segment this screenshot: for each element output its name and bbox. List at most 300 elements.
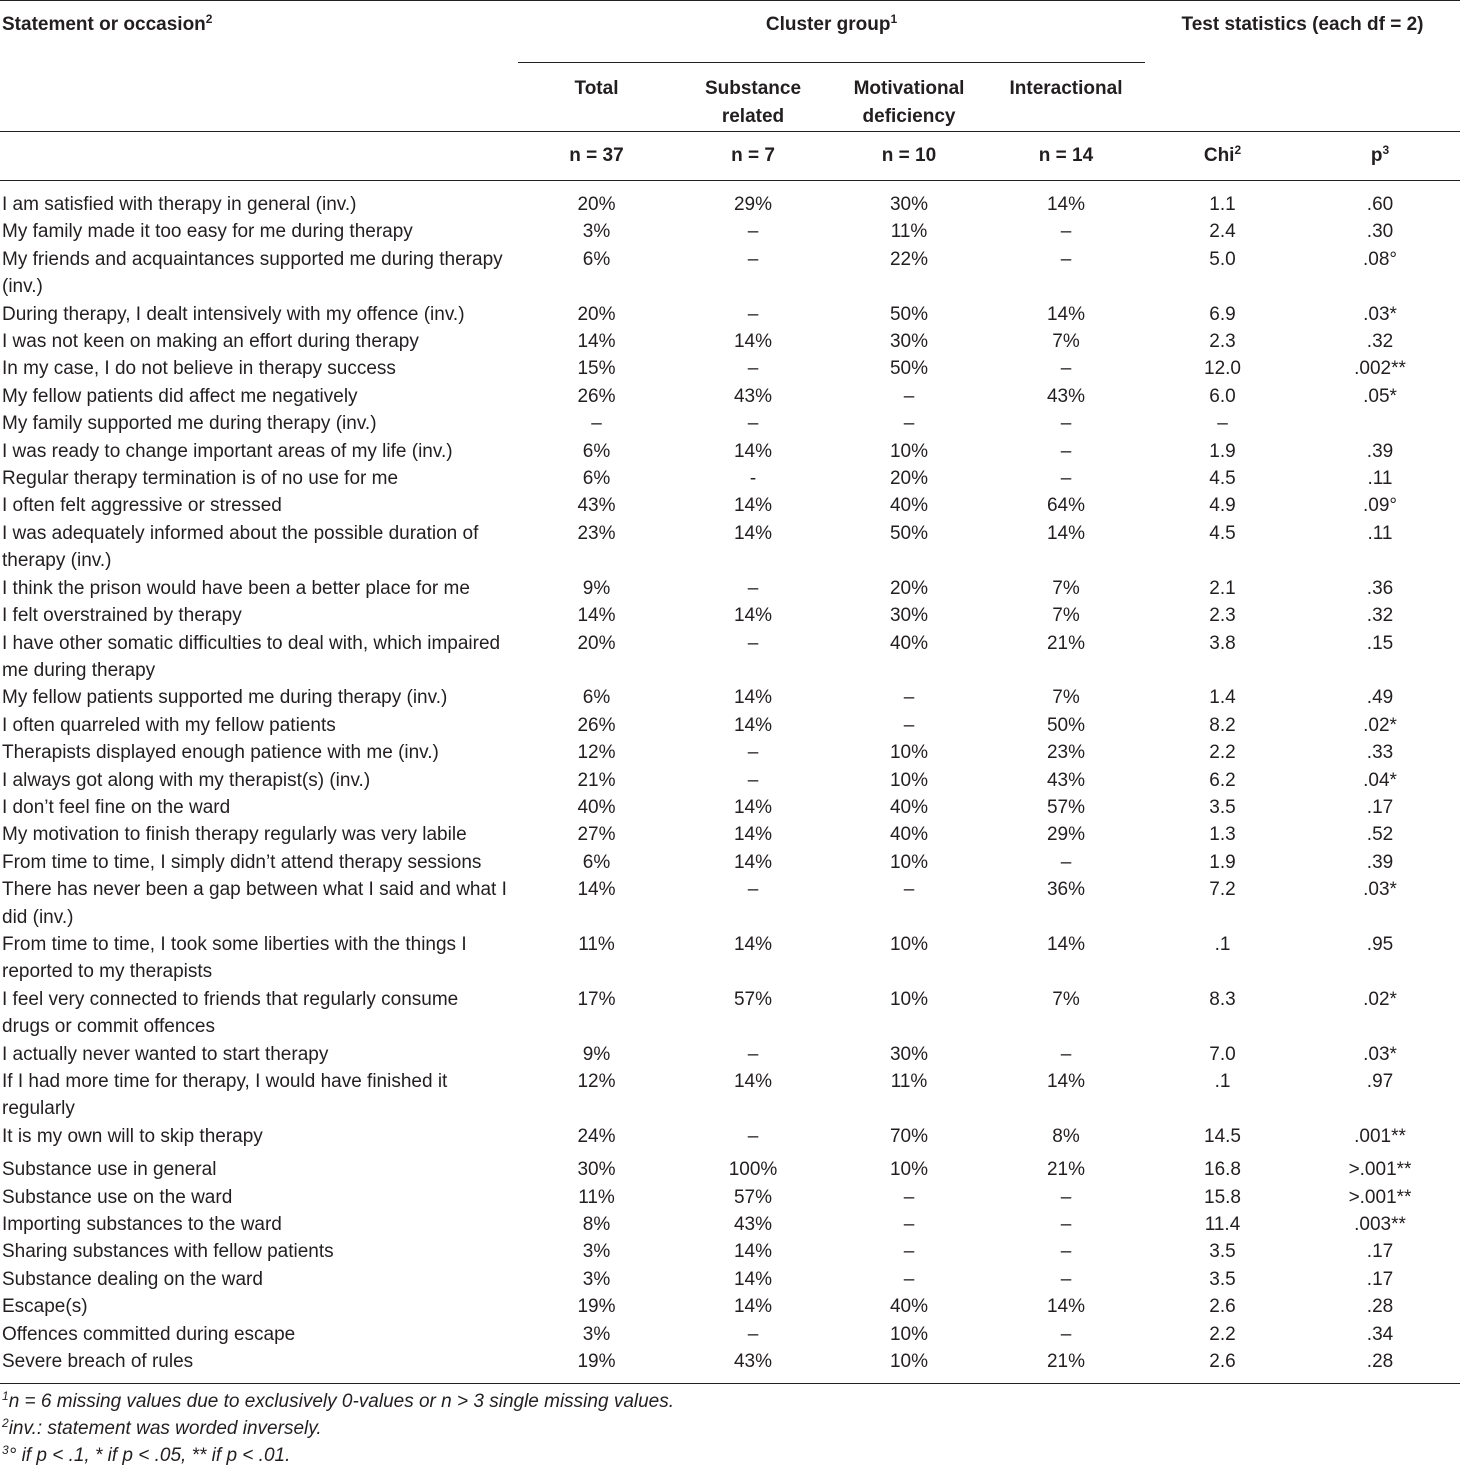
value-motivational-deficiency: 50% [889,358,929,380]
value-interactional: 29% [1046,824,1086,846]
value-chi-square: 2.1 [1209,577,1236,599]
value-p: .34 [1366,1323,1394,1345]
table-row [0,1321,1460,1348]
value-motivational-deficiency: 10% [889,1159,929,1181]
value-p: .32 [1366,331,1394,353]
value-p: .04* [1363,769,1397,791]
value-interactional: 7% [1052,988,1080,1010]
statement-label: Regular therapy termination is of no use for me [2,468,399,490]
value-chi-square: 2.6 [1209,1296,1236,1318]
value-p: .001** [1354,1125,1406,1147]
value-substance-related: 14% [733,331,773,353]
value-total: 6% [582,440,611,462]
table-row [0,465,1460,492]
value-chi-square: 8.2 [1209,714,1236,736]
value-chi-square: .1 [1214,1071,1231,1092]
value-interactional: 57% [1046,796,1086,818]
value-total: 20% [577,632,616,654]
value-chi-square: 3.5 [1209,796,1236,818]
statement-label: Sharing substances with fellow patients [2,1241,334,1263]
value-p: .11 [1367,468,1393,490]
p-value-header: $p^3$ [1370,143,1390,166]
value-substance-related: 14% [733,796,773,818]
column-header-total: Total [574,78,619,99]
value-substance-related: – [747,358,759,380]
value-p: .03* [1363,879,1397,901]
value-interactional: 7% [1052,605,1080,627]
value-interactional: 50% [1046,714,1086,736]
value-total: 12% [577,742,616,764]
statement-label: I was ready to change important areas of my life (inv.) [2,440,453,462]
table-row [0,355,1460,382]
value-total: 20% [577,303,616,325]
value-p: .03* [1363,303,1397,325]
value-substance-related: – [747,413,759,435]
value-motivational-deficiency: 40% [889,824,929,846]
value-interactional: – [1060,248,1072,270]
statement-label: I was adequately informed about the possible duration of therapy (inv.) [2,522,479,572]
value-substance-related: 14% [733,605,773,627]
value-motivational-deficiency: – [903,413,915,435]
statement-label: Substance dealing on the ward [2,1268,263,1290]
value-p: .49 [1366,687,1394,709]
value-p [1300,410,1460,437]
value-motivational-deficiency: 11% [890,221,928,243]
value-substance-related: 43% [733,1214,773,1236]
value-total: 14% [577,879,616,901]
value-total: 24% [577,1125,616,1147]
value-motivational-deficiency: 10% [889,1323,929,1345]
value-chi-square: 2.2 [1209,742,1236,764]
column-header-motivational-deficiency: Motivational deficiency [853,78,965,127]
value-p: .17 [1366,1241,1394,1263]
value-interactional: 23% [1046,742,1086,764]
value-p: .52 [1366,824,1394,846]
statement-label: My family made it too easy for me during therapy [2,221,413,243]
value-p: .15 [1366,632,1394,654]
value-motivational-deficiency: 10% [889,440,929,462]
statement-label: Therapists displayed enough patience with me (inv.) [2,742,439,764]
value-interactional: – [1060,1186,1072,1208]
column-header-interactional: Interactional [1009,78,1123,99]
value-p: .97 [1366,1071,1394,1092]
value-interactional: – [1060,221,1072,243]
value-motivational-deficiency: 10% [889,933,929,955]
value-chi-square: 4.5 [1209,468,1236,490]
value-p: >.001** [1348,1159,1412,1181]
statement-label: I am satisfied with therapy in general (inv.) [2,194,357,215]
table-row [0,1184,1460,1211]
value-chi-square: 6.9 [1209,303,1236,325]
table-row [0,794,1460,821]
value-substance-related: – [747,632,759,654]
statement-label: My fellow patients did affect me negatively [2,385,358,407]
value-total: 19% [577,1296,616,1318]
table-row [0,575,1460,602]
value-substance-related: 43% [675,1348,831,1384]
value-motivational-deficiency: 40% [889,796,929,818]
value-chi-square: .1 [1214,933,1231,955]
value-p: .39 [1366,440,1394,462]
value-p: .95 [1366,933,1394,955]
value-total: 9% [582,577,611,599]
value-substance-related: 14% [733,714,773,736]
table-body [0,181,1460,1384]
value-interactional: 8% [1052,1125,1080,1147]
statement-label: I was not keen on making an effort during therapy [2,331,419,353]
statement-label: I felt overstrained by therapy [2,605,242,627]
value-chi-square: 6.0 [1209,385,1236,407]
value-substance-related: 14% [733,1296,773,1318]
value-motivational-deficiency: – [903,1186,915,1208]
n-total: n = 37 [569,145,624,166]
value-motivational-deficiency: 40% [889,1296,929,1318]
table-row [0,1123,1460,1150]
value-p: .03* [1363,1043,1397,1065]
value-chi-square: 2.6 [1145,1348,1300,1384]
n-motivational-deficiency: n = 10 [881,145,937,166]
value-substance-related: – [747,742,759,764]
value-interactional: – [1060,1241,1072,1263]
value-substance-related: – [747,1125,759,1147]
statement-label: Severe breach of rules [0,1348,518,1384]
value-substance-related: – [747,303,759,325]
table-row [0,767,1460,794]
value-substance-related: 14% [733,687,773,709]
value-substance-related: – [747,1323,759,1345]
value-chi-square: 1.9 [1209,440,1236,462]
value-interactional: 21% [987,1348,1145,1384]
value-substance-related: 14% [733,933,773,955]
table-row [0,1348,1460,1384]
table-row [0,246,1460,301]
value-motivational-deficiency: 10% [889,742,929,764]
value-total: 43% [577,495,616,517]
value-motivational-deficiency: 30% [889,1043,929,1065]
value-substance-related: 14% [733,440,773,462]
value-p: .33 [1366,742,1394,764]
value-motivational-deficiency: – [903,714,915,736]
value-p: .11 [1367,522,1393,544]
statement-label: Substance use in general [2,1159,217,1181]
value-substance-related: – [747,769,759,791]
value-chi-square: 1.4 [1209,687,1236,709]
table-row [0,438,1460,465]
value-substance-related: – [747,248,759,270]
value-substance-related: 14% [733,1241,773,1263]
value-substance-related: 14% [733,522,773,544]
value-total: 3% [582,1268,611,1290]
value-interactional: – [1060,440,1072,462]
value-substance-related: 14% [733,495,773,517]
value-p: .003** [1354,1214,1406,1236]
table-row [0,410,1460,437]
footnote: $^3$° if p < .1, * if p < .05, ** if p < .01. [2,1443,291,1467]
table-row [0,1238,1460,1265]
value-interactional: 43% [1046,769,1086,791]
value-substance-related: 57% [733,1186,773,1208]
table-row [0,1068,1460,1123]
value-chi-square: 11.4 [1204,1214,1241,1236]
value-total: 6% [582,687,611,709]
value-motivational-deficiency: 30% [889,194,929,215]
statement-label: Substance use on the ward [2,1186,233,1208]
value-total: 9% [582,1043,611,1065]
value-interactional: 14% [1046,933,1086,955]
value-chi-square: 4.5 [1209,522,1236,544]
value-interactional: – [1060,1214,1072,1236]
footnote: $^1$n = 6 missing values due to exclusively 0-values or n > 3 single missing values. [2,1389,675,1413]
value-chi-square: 14.5 [1204,1125,1241,1147]
value-interactional: – [1060,413,1072,435]
value-chi-square: 2.2 [1209,1323,1236,1345]
value-substance-related: 57% [733,988,773,1010]
value-chi-square: 1.3 [1209,824,1236,846]
test-statistics-header: Test statistics (each df = 2) [1181,14,1424,35]
value-chi-square: 1.1 [1209,194,1236,215]
statement-label: I often quarreled with my fellow patients [2,714,336,736]
n-interactional: n = 14 [1038,145,1094,166]
value-total: 11% [578,933,615,955]
value-chi-square: 8.3 [1209,988,1236,1010]
value-motivational-deficiency: 20% [889,577,929,599]
statement-label: There has never been a gap between what I said and what I did (inv.) [2,879,507,928]
value-p: .02* [1363,988,1397,1010]
value-chi-square: 3.5 [1209,1268,1236,1290]
value-chi-square: 6.2 [1209,769,1236,791]
value-motivational-deficiency: 50% [889,522,929,544]
n-substance-related: n = 7 [731,145,775,166]
value-motivational-deficiency: – [903,1268,915,1290]
value-total: 26% [577,714,616,736]
value-p: .08° [1363,248,1398,270]
statement-label: My motivation to finish therapy regularly was very labile [2,824,467,846]
value-p: .36 [1366,577,1394,599]
value-chi-square: 15.8 [1204,1186,1241,1208]
value-total: 6% [582,248,611,270]
table-row [0,684,1460,711]
value-total: 14% [577,605,616,627]
value-interactional: 21% [1046,1159,1086,1181]
value-total: 21% [577,769,616,791]
value-total: 26% [577,385,616,407]
cluster-group-header: Cluster group$^1$ [518,1,1145,63]
statement-column-header: Statement or occasion$^2$ [2,12,213,35]
value-motivational-deficiency: – [903,1241,915,1263]
table-row [0,181,1460,219]
statement-label: I have other somatic difficulties to deal with, which impaired me during therapy [2,632,501,681]
value-interactional: 21% [1046,632,1086,654]
value-chi-square: 7.2 [1209,879,1236,901]
value-interactional: 14% [1046,1296,1086,1318]
value-interactional: 7% [1052,331,1080,353]
value-motivational-deficiency: 22% [889,248,929,270]
statement-label: Importing substances to the ward [2,1214,282,1236]
value-motivational-deficiency: 10% [889,988,929,1010]
value-p: .60 [1366,194,1394,215]
value-substance-related: – [747,577,759,599]
statement-label: From time to time, I took some liberties with the things I reported to my therapists [2,933,467,983]
table-row [0,739,1460,766]
value-interactional: 64% [1046,495,1086,517]
table-row [0,1266,1460,1293]
value-total: 3% [582,1241,611,1263]
value-interactional: 7% [1052,577,1080,599]
value-total: 14% [577,331,616,353]
value-total: 6% [582,851,611,873]
value-p: .28 [1366,1296,1394,1318]
value-total: 27% [577,824,616,846]
value-p: .09° [1363,495,1398,517]
value-interactional: 14% [1046,303,1086,325]
value-total: – [591,413,602,435]
table-row [0,520,1460,575]
table-row [0,931,1460,986]
table-row [0,301,1460,328]
value-chi-square: 5.0 [1209,248,1236,270]
statement-label: I think the prison would have been a better place for me [2,577,470,599]
value-interactional: 36% [1046,879,1086,901]
value-total: 40% [577,796,616,818]
value-interactional: – [1060,1323,1072,1345]
value-interactional: 14% [1046,1071,1086,1092]
value-motivational-deficiency: 40% [889,632,929,654]
value-substance-related: - [749,468,757,490]
statement-label: It is my own will to skip therapy [2,1125,263,1147]
value-total: 12% [577,1071,616,1092]
statement-label: I feel very connected to friends that regularly consume drugs or commit offences [2,988,459,1038]
value-chi-square: 3.5 [1209,1241,1236,1263]
value-interactional: 43% [1046,385,1086,407]
value-chi-square: 2.3 [1209,331,1236,353]
table-row [0,218,1460,245]
table-row [0,1041,1460,1068]
value-motivational-deficiency: 40% [889,495,929,517]
value-chi-square: 7.0 [1209,1043,1236,1065]
value-total: 3% [582,1323,611,1345]
value-motivational-deficiency: 30% [889,605,929,627]
table-footnotes [0,1384,1460,1469]
statement-label: If I had more time for therapy, I would have finished it regularly [2,1071,448,1120]
value-motivational-deficiency: – [903,687,915,709]
value-substance-related: 14% [733,1268,773,1290]
table-row [0,1293,1460,1320]
table-row [0,1211,1460,1238]
value-chi-square: 1.9 [1209,851,1236,873]
value-substance-related: 14% [733,1071,773,1092]
value-interactional: – [1060,1268,1072,1290]
chi-square-header: Chi$^2$ [1203,143,1242,166]
table-header [0,1,1460,181]
value-p: .39 [1366,851,1394,873]
value-motivational-deficiency: 20% [889,468,929,490]
statement-label: During therapy, I dealt intensively with my offence (inv.) [2,303,465,325]
statement-label: I always got along with my therapist(s) (inv.) [2,769,371,791]
column-header-substance-related: Substance related [704,78,802,127]
value-substance-related: – [747,221,759,243]
value-total: 19% [518,1348,675,1384]
statement-label: My family supported me during therapy (inv.) [2,413,377,435]
value-total: 6% [582,468,611,490]
value-total: 20% [577,194,616,215]
statement-label: I actually never wanted to start therapy [2,1043,329,1065]
table-row [0,1150,1460,1183]
value-interactional: – [1060,851,1072,873]
statement-label: Offences committed during escape [2,1323,296,1345]
statement-label: I often felt aggressive or stressed [2,495,282,517]
value-substance-related: – [747,879,759,901]
statement-label: In my case, I do not believe in therapy success [2,358,396,380]
value-motivational-deficiency: – [903,385,915,407]
value-motivational-deficiency: – [903,1214,915,1236]
statement-label: My fellow patients supported me during therapy (inv.) [2,687,448,709]
value-total: 15% [577,358,616,380]
value-total: 11% [578,1186,615,1208]
statement-label: My friends and acquaintances supported me during therapy (inv.) [2,248,503,298]
value-motivational-deficiency: 11% [890,1071,928,1092]
value-motivational-deficiency: 50% [889,303,929,325]
table-row [0,492,1460,519]
table-row [0,383,1460,410]
table-row [0,602,1460,629]
value-chi-square: – [1217,413,1228,435]
value-p: .002** [1354,358,1406,380]
value-substance-related: – [747,1043,759,1065]
value-interactional: 14% [1046,194,1086,215]
value-chi-square: 16.8 [1204,1159,1241,1181]
value-substance-related: 14% [733,824,773,846]
table-row [0,986,1460,1041]
value-chi-square: 3.8 [1209,632,1236,654]
value-chi-square: 2.3 [1209,605,1236,627]
table-row [0,630,1460,685]
value-motivational-deficiency: 10% [889,851,929,873]
value-total: 3% [582,221,611,243]
value-chi-square: 4.9 [1209,495,1236,517]
value-p: >.001** [1348,1186,1412,1208]
table-row [0,876,1460,931]
table-row [0,712,1460,739]
value-interactional: – [1060,358,1072,380]
value-motivational-deficiency: 10% [831,1348,987,1384]
value-substance-related: 14% [733,851,773,873]
value-motivational-deficiency: 30% [889,331,929,353]
value-p: .17 [1366,1268,1394,1290]
value-p: .17 [1366,796,1394,818]
value-interactional: 14% [1046,522,1086,544]
table-row [0,328,1460,355]
value-total: 8% [582,1214,611,1236]
value-total: 23% [577,522,616,544]
statement-label: I don’t feel fine on the ward [2,796,231,818]
value-interactional: – [1060,468,1072,490]
statement-label: Escape(s) [2,1296,88,1318]
value-p: .05* [1363,385,1397,407]
value-substance-related: 43% [733,385,773,407]
table-row [0,821,1460,848]
value-substance-related: 29% [733,194,773,215]
value-interactional: 7% [1052,687,1080,709]
value-p: .32 [1366,605,1394,627]
statement-label: From time to time, I simply didn’t attend therapy sessions [2,851,482,873]
value-motivational-deficiency: 10% [889,769,929,791]
value-p: .02* [1363,714,1397,736]
value-chi-square: 2.4 [1209,221,1236,243]
value-total: 30% [577,1159,616,1181]
value-motivational-deficiency: 70% [889,1125,929,1147]
value-total: 17% [577,988,616,1010]
value-motivational-deficiency: – [903,879,915,901]
